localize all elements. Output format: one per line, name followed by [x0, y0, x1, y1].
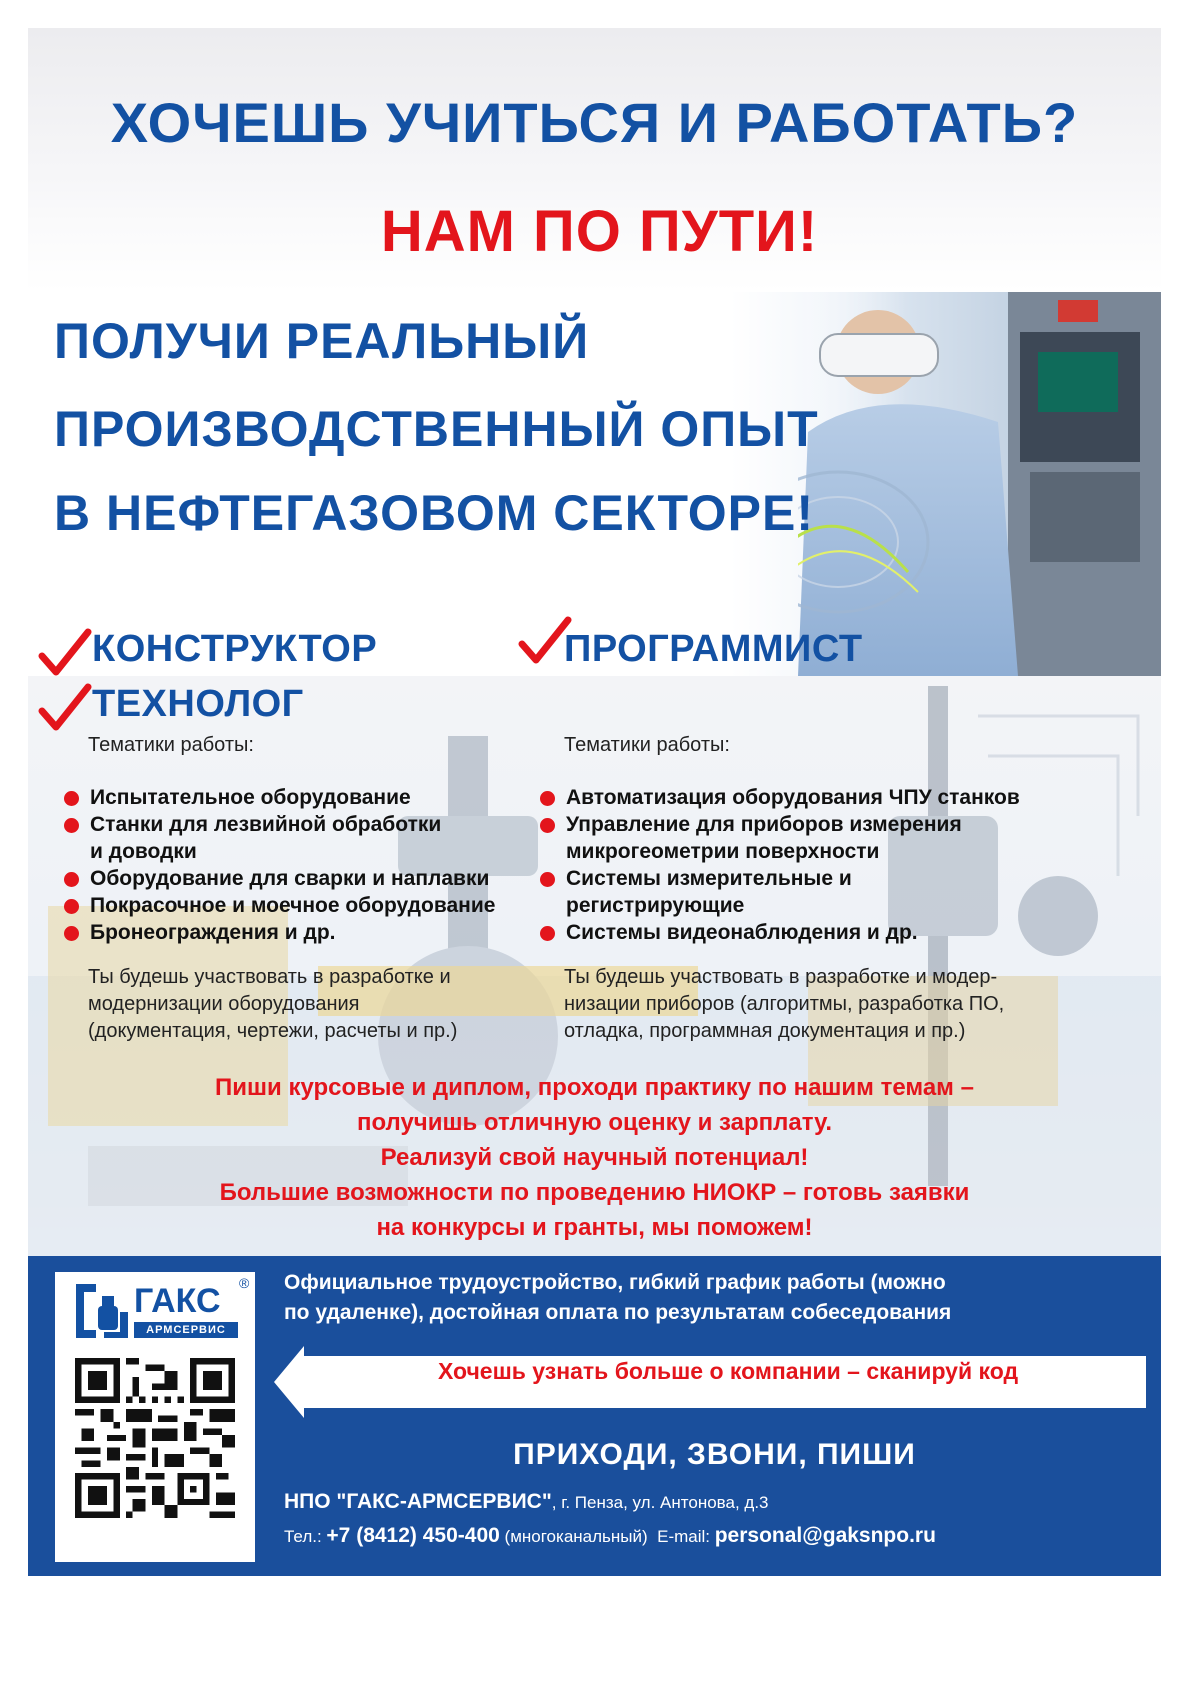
bullet-dot-icon — [540, 818, 555, 833]
right-topics-label: Тематики работы: — [564, 734, 730, 756]
right-description: Ты будешь участвовать в разработке и модер- низации приборов (алгоритмы, разработка ПО, отладка, программная документация и пр.) — [564, 966, 1005, 1042]
cta-text: ПРИХОДИ, ЗВОНИ, ПИШИ — [513, 1438, 916, 1471]
benefits-text: Официальное трудоустройство, гибкий график работы (можно по удаленке), достойная оплата по результатам собеседования — [284, 1271, 952, 1324]
promo-line-3: Реализуй свой научный потенциал! — [380, 1144, 809, 1171]
bullet-dot-icon — [540, 791, 555, 806]
phone-note: (многоканальный) — [499, 1527, 648, 1546]
headline: ХОЧЕШЬ УЧИТЬСЯ И РАБОТАТЬ? — [110, 91, 1079, 154]
contacts-line — [284, 1524, 936, 1548]
check-icon — [38, 628, 92, 678]
right-topics-list — [540, 784, 1100, 946]
company-address: , г. Пенза, ул. Антонова, д.3 — [551, 1493, 769, 1512]
list-item: Оборудование для сварки и наплавки — [64, 865, 544, 892]
bullet-dot-icon — [64, 899, 79, 914]
phone-label: Тел.: — [284, 1527, 327, 1546]
bullet-dot-icon — [540, 926, 555, 941]
list-item: Системы измерительные и регистрирующие — [540, 865, 1100, 919]
hero-line-1: ПОЛУЧИ РЕАЛЬНЫЙ — [54, 313, 590, 369]
check-icon — [38, 683, 92, 733]
list-item: Станки для лезвийной обработки и доводки — [64, 811, 544, 865]
role-programmer: ПРОГРАММИСТ — [564, 628, 863, 670]
logo-registered: ® — [239, 1275, 250, 1291]
list-item: Управление для приборов измерения микрогеометрии поверхности — [540, 811, 1100, 865]
email-address[interactable]: personal@gaksnpo.ru — [714, 1524, 936, 1547]
promo-line-2: получишь отличную оценку и зарплату. — [356, 1109, 833, 1136]
left-topics-list — [64, 784, 544, 946]
promo-line-5: на конкурсы и гранты, мы поможем! — [376, 1214, 813, 1241]
logo-subtitle: АРМСЕРВИС — [134, 1322, 238, 1338]
phone-number[interactable]: +7 (8412) 450-400 — [326, 1524, 500, 1547]
engineer-vr-photo — [798, 292, 1161, 676]
bullet-dot-icon — [64, 926, 79, 941]
bullet-dot-icon — [64, 791, 79, 806]
list-item: Испытательное оборудование — [64, 784, 544, 811]
list-item: Покрасочное и моечное оборудование — [64, 892, 544, 919]
left-description: Ты будешь участвовать в разработке и модернизации оборудования (документация, чертежи, расчеты и пр.) — [88, 966, 458, 1042]
email-label: E-mail: — [647, 1527, 715, 1546]
address-line — [284, 1490, 769, 1514]
bullet-dot-icon — [540, 872, 555, 887]
promo-line-1: Пиши курсовые и диплом, проходи практику по нашим темам – — [215, 1074, 974, 1101]
role-technologist: ТЕХНОЛОГ — [92, 683, 304, 725]
bullet-dot-icon — [64, 818, 79, 833]
list-item: Автоматизация оборудования ЧПУ станков — [540, 784, 1100, 811]
left-topics-label: Тематики работы: — [88, 734, 254, 756]
company-name: НПО "ГАКС-АРМСЕРВИС" — [284, 1490, 552, 1513]
logo-name: ГАКС — [134, 1282, 221, 1320]
subheadline: НАМ ПО ПУТИ! — [380, 199, 819, 264]
hero-line-3: В НЕФТЕГАЗОВОМ СЕКТОРЕ! — [54, 485, 815, 541]
list-item: Бронеограждения и др. — [64, 919, 544, 946]
qr-code-icon[interactable] — [74, 1358, 236, 1518]
scan-prompt: Хочешь узнать больше о компании – сканируй код — [437, 1358, 1019, 1384]
valve-logo-icon — [74, 1282, 130, 1340]
promo-line-4: Большие возможности по проведению НИОКР – готовь заявки — [219, 1179, 970, 1206]
bullet-dot-icon — [64, 872, 79, 887]
list-item: Системы видеонаблюдения и др. — [540, 919, 1100, 946]
hero-line-2: ПРОИЗВОДСТВЕННЫЙ ОПЫТ — [54, 401, 819, 457]
role-constructor: КОНСТРУКТОР — [92, 628, 378, 670]
poster-canvas — [28, 28, 1161, 1655]
